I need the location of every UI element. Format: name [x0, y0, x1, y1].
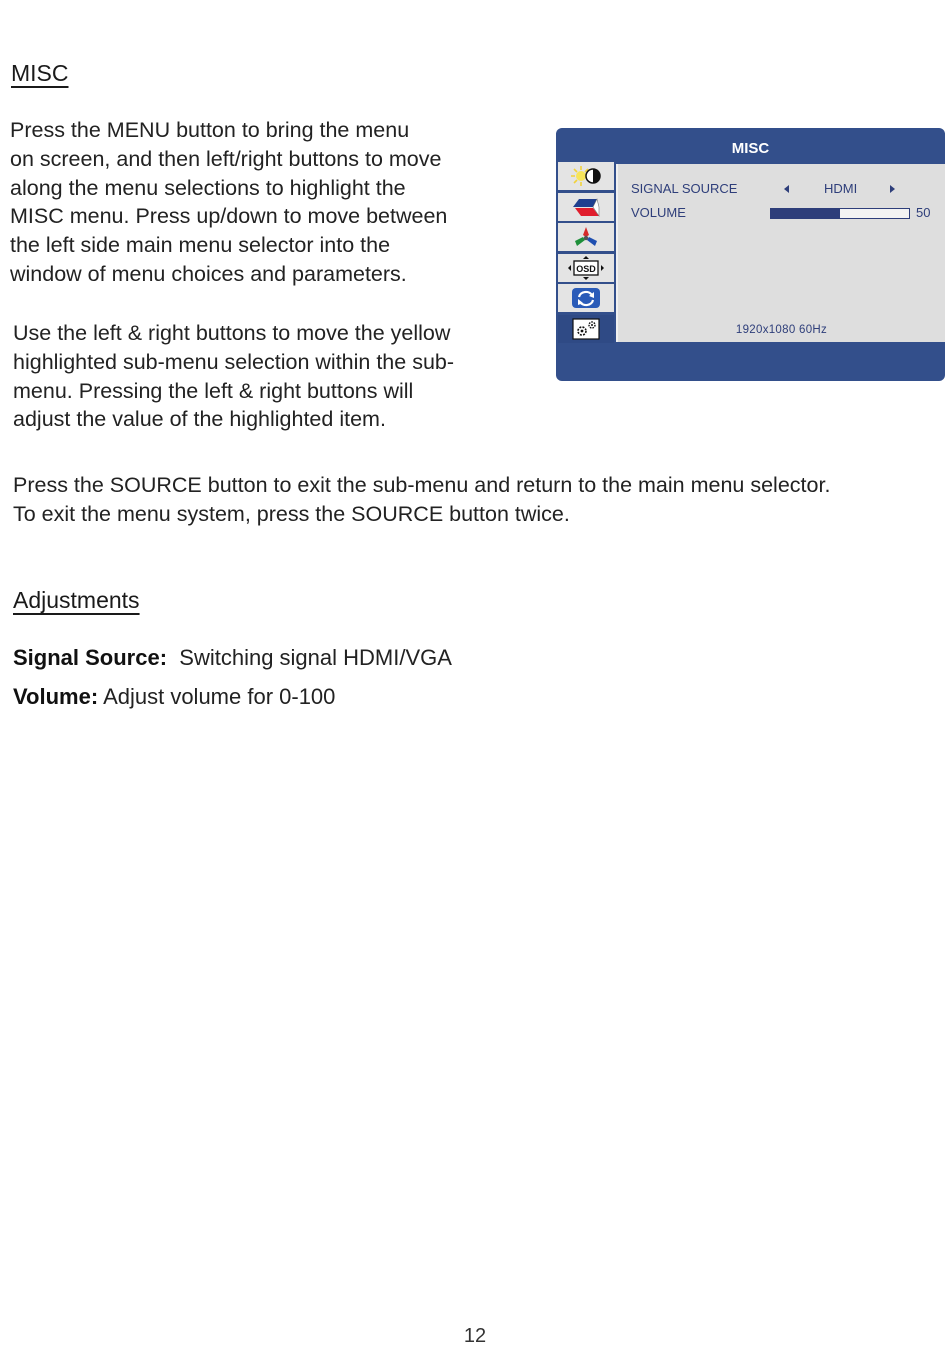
submenu-line: Use the left & right buttons to move the yellow: [13, 321, 451, 345]
picture-icon: [558, 193, 614, 221]
volume-term: Volume:: [13, 684, 99, 709]
osd-icon: [558, 254, 614, 282]
osd-main-menu: [558, 162, 614, 345]
intro-paragraph: [10, 116, 447, 289]
reset-icon: [558, 284, 614, 312]
signal-source-label: SIGNAL SOURCE: [631, 181, 738, 196]
brightness-contrast-icon: [558, 162, 614, 190]
submenu-line: adjust the value of the highlighted item.: [13, 407, 386, 432]
svg-text:OSD: OSD: [576, 263, 596, 274]
intro-line: Press the MENU button to bring the menu: [10, 118, 410, 142]
misc-settings-icon: [558, 315, 614, 343]
volume-label: VOLUME: [631, 205, 686, 220]
intro-line: window of menu choices and parameters.: [10, 261, 407, 286]
signal-source-value: HDMI: [824, 181, 858, 196]
intro-line: on screen, and then left/right buttons to move: [10, 146, 442, 171]
adjustments-heading: Adjustments: [13, 587, 140, 613]
intro-line: along the menu selections to highlight the: [10, 175, 406, 200]
signal-source-definition: [13, 645, 452, 671]
exit-paragraph: [13, 471, 830, 529]
submenu-line: highlighted sub-menu selection within the sub-: [13, 349, 455, 374]
color-icon: [558, 223, 614, 251]
intro-line: the left side main menu selector into the: [10, 233, 391, 258]
volume-value: 50: [916, 205, 931, 220]
volume-slider-fill: [771, 209, 840, 218]
misc-heading: MISC: [11, 60, 69, 86]
page-number: 12: [463, 1325, 487, 1347]
osd-menu-screenshot: [556, 128, 945, 381]
resolution-readout: 1920x1080 60Hz: [735, 324, 828, 336]
osd-submenu-panel: [616, 164, 945, 342]
arrow-right-icon: [890, 185, 895, 193]
arrow-left-icon: [784, 185, 789, 193]
signal-source-desc: Switching signal HDMI/VGA: [179, 645, 452, 670]
signal-source-term: Signal Source:: [13, 645, 168, 670]
exit-line: Press the SOURCE button to exit the sub-menu and return to the main menu selector.: [13, 473, 831, 497]
volume-slider: [770, 208, 910, 219]
volume-definition: [13, 684, 335, 710]
intro-line: MISC menu. Press up/down to move between: [10, 204, 448, 229]
volume-desc: Adjust volume for 0-100: [103, 684, 336, 709]
submenu-paragraph: [13, 319, 454, 434]
submenu-line: menu. Pressing the left & right buttons will: [13, 378, 414, 403]
osd-title: MISC: [731, 140, 770, 157]
exit-line: To exit the menu system, press the SOURCE button twice.: [13, 501, 570, 526]
